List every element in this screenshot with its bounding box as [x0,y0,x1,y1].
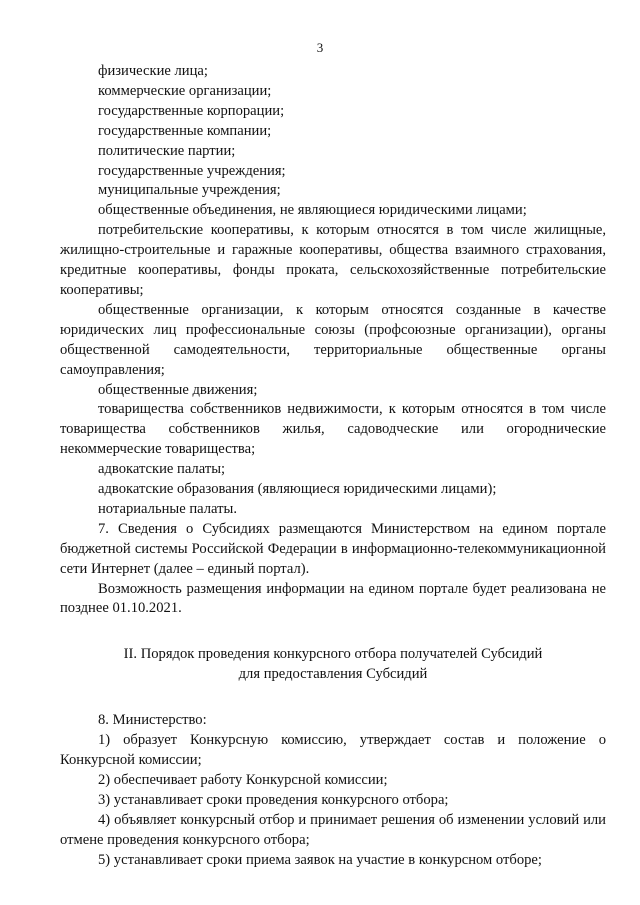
paragraph: муниципальные учреждения; [98,182,281,199]
paragraph: общественные движения; [98,381,258,398]
paragraph: 8. Министерство: [98,712,207,729]
page-number: 3 [316,40,324,55]
section-title-line: II. Порядок проведения конкурсного отбора получателей Субсидий [123,646,543,663]
paragraph: 1) образует Конкурсную комиссию, утверждает состав и положение о Конкурсной комиссии; [60,732,606,768]
paragraph: государственные учреждения; [98,162,286,179]
paragraph: государственные корпорации; [98,102,285,119]
paragraph: 4) объявляет конкурсный отбор и принимает решения об изменении условий или отмене проведения конкурсного отбора; [60,811,606,848]
paragraph: адвокатские образования (являющиеся юридическими лицами); [98,481,497,498]
paragraph: коммерческие организации; [98,82,272,99]
paragraph: нотариальные палаты. [98,500,237,517]
paragraph: 5) устанавливает сроки приема заявок на участие в конкурсном отборе; [98,851,542,868]
paragraph: политические партии; [98,142,236,159]
paragraph: потребительские кооперативы, к которым относятся в том числе жилищные, жилищно-строительные и гаражные кооперативы, общества взаимного страхования, кредитные кооперативы, фонды проката, сельскохозяйственные потребительские кооперативы; [60,222,606,298]
paragraph: общественные организации, к которым относятся созданные в качестве юридических лиц профессиональные союзы (профсоюзные организации), органы общественной самодеятельности, территориальные общественные органы самоуправления; [60,301,606,378]
paragraph: товарищества собственников недвижимости, к которым относятся в том числе товарищества собственников жилья, садоводческие или огороднические некоммерческие товарищества; [60,401,606,458]
document-body [60,62,606,870]
paragraph: адвокатские палаты; [98,461,226,478]
paragraph: общественные объединения, не являющиеся юридическими лицами; [98,202,527,219]
paragraph: государственные компании; [98,122,272,139]
section-title-line: для предоставления Субсидий [238,666,428,683]
paragraph: физические лица; [98,63,208,79]
section-title [60,645,606,685]
paragraph: Возможность размещения информации на едином портале будет реализована не позднее 01.10.2021. [60,580,606,617]
paragraph: 7. Сведения о Субсидиях размещаются Министерством на едином портале бюджетной системы Российской Федерации в информационно-телекоммуникационной сети Интернет (далее – единый портал). [60,520,606,577]
paragraph: 3) устанавливает сроки проведения конкурсного отбора; [98,791,449,808]
paragraph: 2) обеспечивает работу Конкурсной комиссии; [98,771,388,788]
